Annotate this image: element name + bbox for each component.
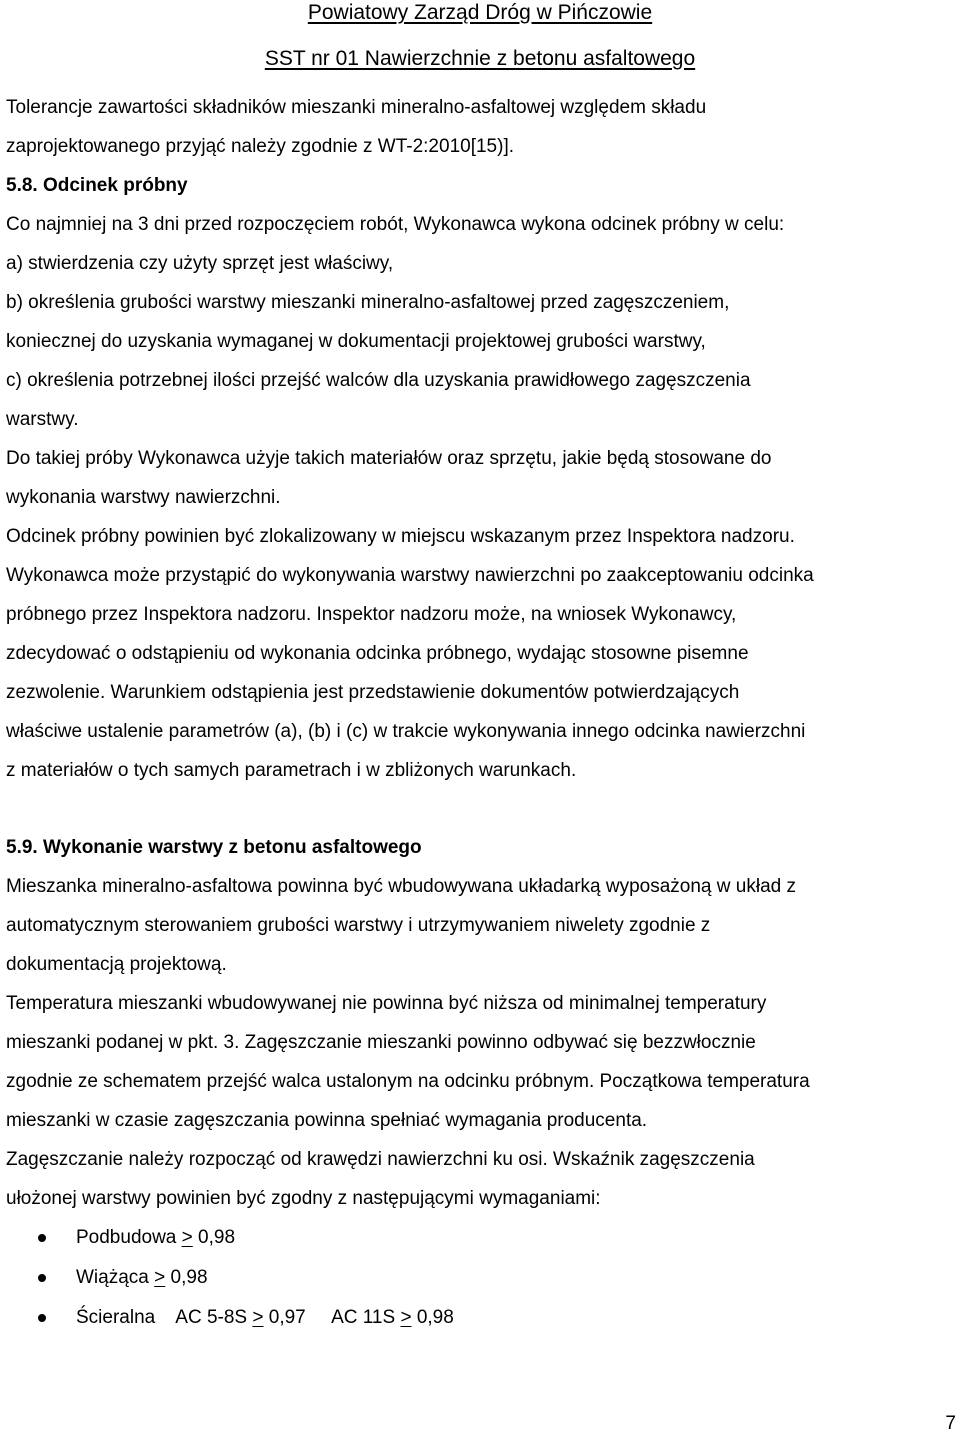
paragraph-line: właściwe ustalenie parametrów (a), (b) i (c) w trakcie wykonywania innego odcinka nawierzchni: [6, 721, 806, 742]
paragraph-line: Odcinek próbny powinien być zlokalizowany w miejscu wskazanym przez Inspektora nadzoru.: [6, 526, 795, 547]
paragraph-line: wykonania warstwy nawierzchni.: [6, 487, 281, 508]
paragraph-line: dokumentacją projektową.: [6, 954, 227, 975]
bullet-icon: [38, 1234, 46, 1242]
bullet-value-secondary: 0,98: [411, 1307, 454, 1328]
document-body: [6, 88, 956, 1338]
greater-equal-symbol: >: [252, 1307, 264, 1328]
section-spacer: [6, 790, 956, 828]
paragraph-line: b) określenia grubości warstwy mieszanki mineralno-asfaltowej przed zagęszczeniem,: [6, 292, 730, 313]
paragraph-line: ułożonej warstwy powinien być zgodny z następującymi wymaganiami:: [6, 1188, 601, 1209]
greater-equal-symbol: >: [154, 1267, 166, 1288]
bullet-label: Wiążąca: [76, 1267, 155, 1288]
paragraph-line: zezwolenie. Warunkiem odstąpienia jest przedstawienie dokumentów potwierdzających: [6, 682, 740, 703]
bullet-label-secondary: AC 11S: [305, 1307, 401, 1328]
list-item: [6, 1218, 956, 1258]
section-heading-5-8: 5.8. Odcinek próbny: [6, 175, 188, 196]
paragraph-line: Mieszanka mineralno-asfaltowa powinna być wbudowywana układarką wyposażoną w układ z: [6, 876, 796, 897]
paragraph-line: mieszanki w czasie zagęszczania powinna spełniać wymagania producenta.: [6, 1110, 648, 1131]
page-number: 7: [945, 1413, 956, 1434]
paragraph-line: próbnego przez Inspektora nadzoru. Inspektor nadzoru może, na wniosek Wykonawcy,: [6, 604, 737, 625]
paragraph-line: Temperatura mieszanki wbudowywanej nie powinna być niższa od minimalnej temperatury: [6, 993, 767, 1014]
bullet-icon: [38, 1274, 46, 1282]
document-header-spec: SST nr 01 Nawierzchnie z betonu asfaltowego: [264, 47, 696, 70]
paragraph-line: zdecydować o odstąpieniu od wykonania odcinka próbnego, wydając stosowne pisemne: [6, 643, 749, 664]
bullet-value: 0,97: [263, 1307, 306, 1328]
bullet-value: 0,98: [165, 1267, 208, 1288]
compaction-requirements-list: [6, 1218, 956, 1338]
bullet-label: Podbudowa: [76, 1227, 182, 1248]
paragraph-line: Zagęszczanie należy rozpocząć od krawędzi nawierzchni ku osi. Wskaźnik zagęszczenia: [6, 1149, 755, 1170]
bullet-value: 0,98: [192, 1227, 236, 1248]
intro-line: zaprojektowanego przyjąć należy zgodnie z WT-2:2010[15)].: [6, 136, 514, 157]
list-item: [6, 1298, 956, 1338]
greater-equal-symbol: >: [181, 1227, 193, 1248]
document-header-org: Powiatowy Zarząd Dróg w Pińczowie: [307, 1, 653, 24]
paragraph-line: automatycznym sterowaniem grubości warstwy i utrzymywaniem niwelety zgodnie z: [6, 915, 711, 936]
paragraph-line: z materiałów o tych samych parametrach i w zbliżonych warunkach.: [6, 760, 577, 781]
bullet-icon: [38, 1314, 46, 1322]
paragraph-line: a) stwierdzenia czy użyty sprzęt jest właściwy,: [6, 253, 394, 274]
paragraph-line: Wykonawca może przystąpić do wykonywania warstwy nawierzchni po zaakceptowaniu odcinka: [6, 565, 814, 586]
paragraph-line: c) określenia potrzebnej ilości przejść walców dla uzyskania prawidłowego zagęszczenia: [6, 370, 751, 391]
list-item: [6, 1258, 956, 1298]
paragraph-line: zgodnie ze schematem przejść walca ustalonym na odcinku próbnym. Początkowa temperatura: [6, 1071, 810, 1092]
greater-equal-symbol: >: [400, 1307, 412, 1328]
paragraph-line: mieszanki podanej w pkt. 3. Zagęszczanie mieszanki powinno odbywać się bezzwłocznie: [6, 1032, 756, 1053]
paragraph-line: Co najmniej na 3 dni przed rozpoczęciem robót, Wykonawca wykona odcinek próbny w celu:: [6, 214, 785, 235]
paragraph-line: warstwy.: [6, 409, 79, 430]
section-heading-5-9: 5.9. Wykonanie warstwy z betonu asfaltowego: [6, 837, 422, 858]
paragraph-line: Do takiej próby Wykonawca użyje takich materiałów oraz sprzętu, jakie będą stosowane do: [6, 448, 772, 469]
intro-line: Tolerancje zawartości składników mieszanki mineralno-asfaltowej względem składu: [6, 97, 707, 118]
paragraph-line: koniecznej do uzyskania wymaganej w dokumentacji projektowej grubości warstwy,: [6, 331, 706, 352]
bullet-label: Ścieralna AC 5-8S: [76, 1307, 253, 1328]
